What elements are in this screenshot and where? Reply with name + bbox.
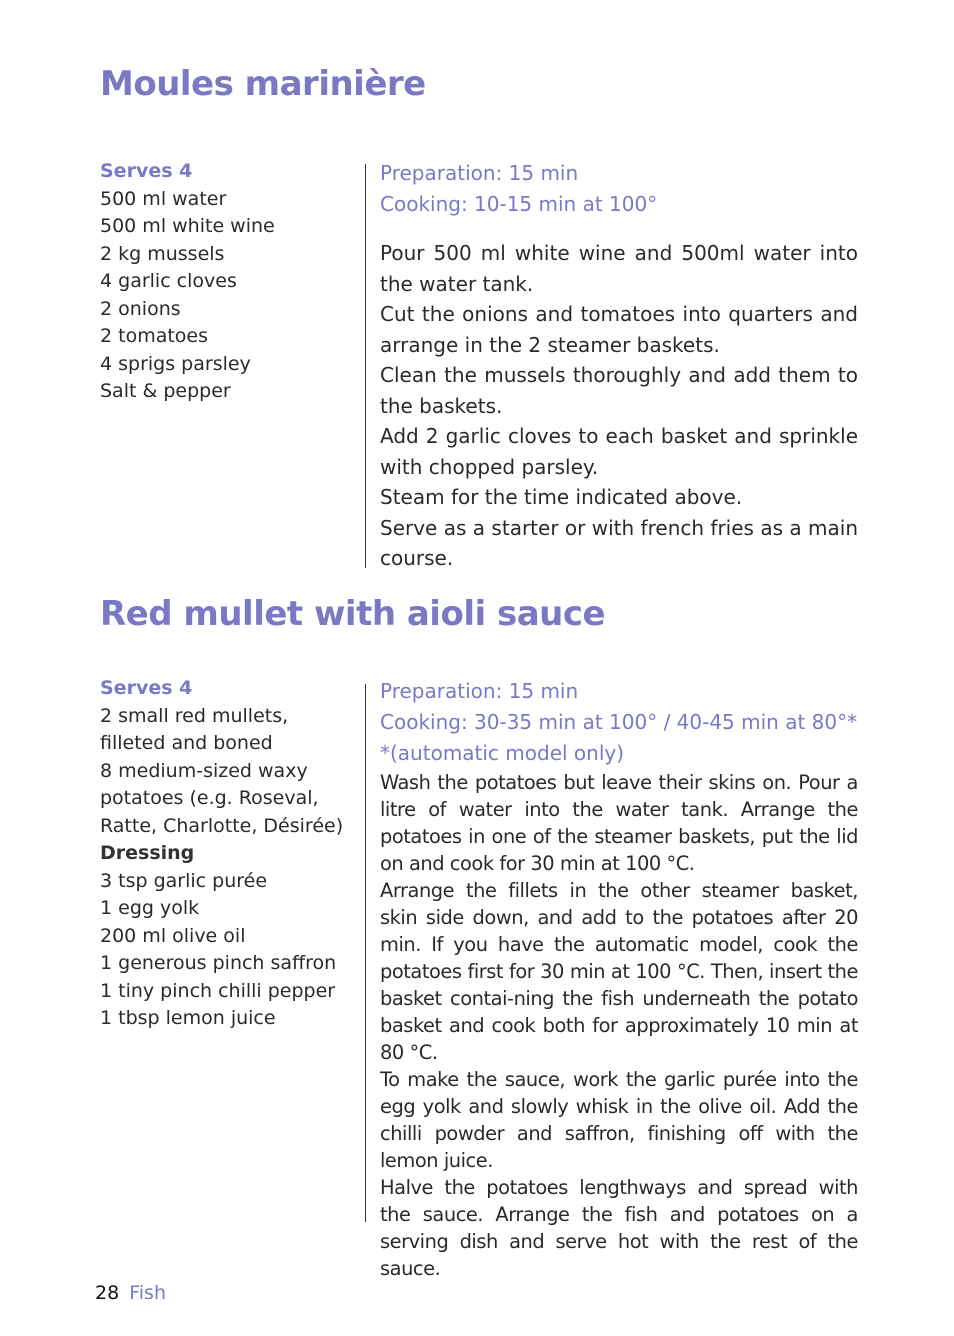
method-step: Wash the potatoes but leave their skins on. Pour a litre of water into the water tank. Arrange the potatoes in one of the steamer baskets, put the lid on and cook for 30 min at 100 °C. (380, 771, 858, 875)
column-divider (365, 684, 366, 1222)
method-steps (380, 769, 858, 1282)
method-step: Serve as a starter or with french fries as a main course. (380, 515, 858, 570)
ingredient-item: 2 tomatoes (100, 325, 209, 347)
page-footer (95, 1282, 166, 1304)
dressing-item: 200 ml olive oil (100, 924, 246, 947)
ingredient-item: Salt & pepper (100, 380, 231, 402)
dressing-item: 1 generous pinch saffron (100, 952, 337, 974)
ingredient-item: 4 garlic cloves (100, 270, 237, 292)
column-divider (365, 164, 366, 568)
method-column (380, 158, 858, 574)
method-step: To make the sauce, work the garlic purée into the egg yolk and slowly whisk in the olive oil. Add the chilli powder and saffron, finishing off with the lemon juice. (380, 1068, 858, 1172)
method-column (380, 676, 858, 1282)
dressing-item: 1 tiny pinch chilli pepper (100, 979, 336, 1002)
dressing-item: 3 tsp garlic purée (100, 869, 268, 892)
method-step: Cut the onions and tomatoes into quarters and arrange in the 2 steamer baskets. (380, 302, 858, 357)
page-number: 28 (95, 1282, 120, 1304)
method-step: Arrange the fillets in the other steamer basket, skin side down, and add to the potatoes after 20 min. If you have the automatic model, cook the potatoes first for 30 min at 100 °C. Then, insert the basket contai-ning the fish underneath the potato basket and cook both for approximately 10 min at 80 °C. (380, 879, 858, 1064)
method-steps (380, 238, 858, 574)
automatic-model-note: *(automatic model only) (380, 741, 625, 765)
serves-label: Serves 4 (100, 677, 193, 699)
cooking-time: Cooking: 30-35 min at 100° / 40-45 min at 80°* (380, 710, 858, 734)
timing-block (380, 676, 858, 769)
ingredients-column (100, 675, 352, 1033)
method-step: Pour 500 ml white wine and 500ml water into the water tank. (380, 241, 858, 296)
method-step: Clean the mussels thoroughly and add them to the baskets. (380, 363, 858, 418)
preparation-time: Preparation: 15 min (380, 161, 579, 185)
ingredient-item: 8 medium-sized waxy potatoes (e.g. Roseval, Ratte, Charlotte, Désirée) (100, 759, 344, 837)
ingredient-item: 2 kg mussels (100, 242, 225, 265)
preparation-time: Preparation: 15 min (380, 679, 579, 703)
recipe-title: Red mullet with aioli sauce (100, 594, 606, 634)
recipe-title: Moules marinière (100, 64, 426, 104)
ingredient-item: 500 ml white wine (100, 215, 275, 237)
dressing-item: 1 tbsp lemon juice (100, 1007, 276, 1029)
cooking-time: Cooking: 10-15 min at 100° (380, 191, 658, 216)
timing-block (380, 158, 858, 219)
ingredients-column (100, 158, 352, 406)
dressing-heading: Dressing (100, 842, 195, 864)
method-step: Halve the potatoes lengthways and spread with the sauce. Arrange the fish and potatoes on a serving dish and serve hot with the rest of the sauce. (380, 1176, 858, 1280)
section-name: Fish (129, 1282, 167, 1304)
ingredient-item: 500 ml water (100, 187, 227, 210)
ingredient-item: 2 small red mullets, filleted and boned (100, 704, 289, 754)
ingredient-item: 4 sprigs parsley (100, 352, 251, 375)
method-step: Steam for the time indicated above. (380, 485, 743, 509)
serves-label: Serves 4 (100, 160, 193, 182)
ingredient-item: 2 onions (100, 297, 181, 320)
method-step: Add 2 garlic cloves to each basket and sprinkle with chopped parsley. (380, 424, 858, 479)
dressing-item: 1 egg yolk (100, 897, 200, 919)
